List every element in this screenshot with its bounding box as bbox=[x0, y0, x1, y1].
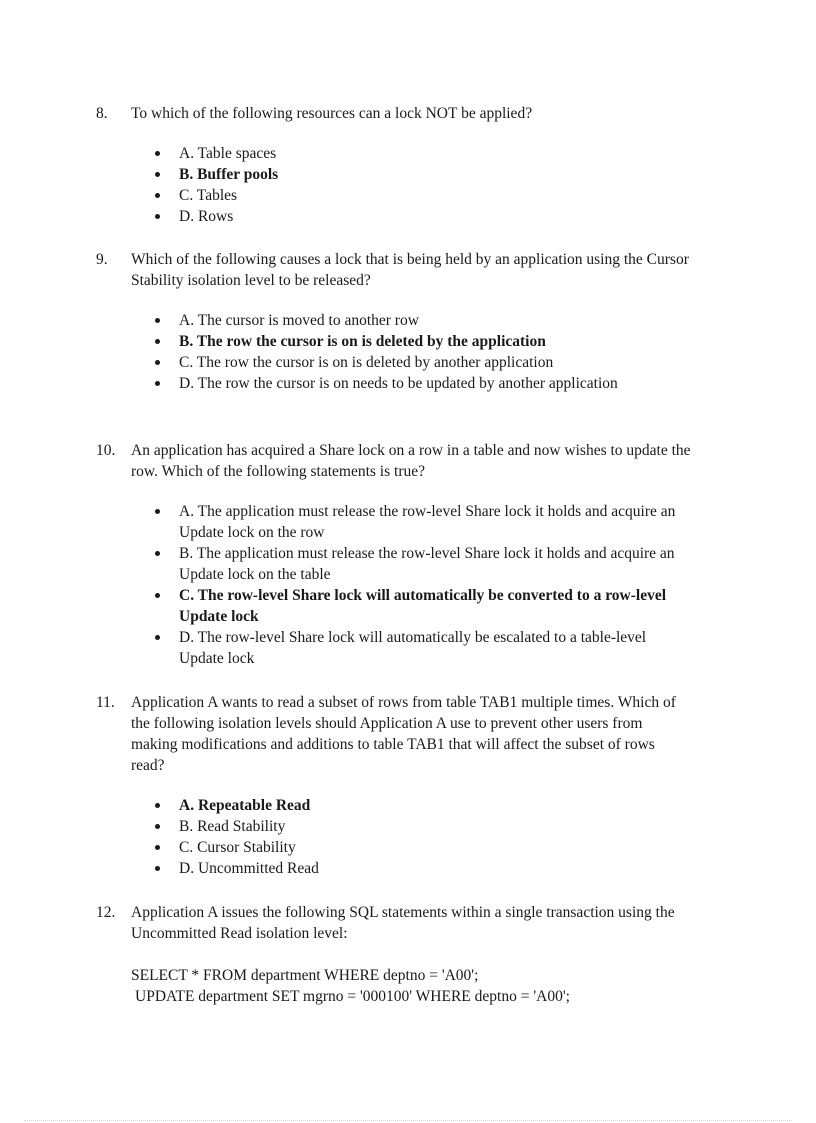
option-item-correct bbox=[96, 164, 679, 185]
bullet-icon bbox=[155, 509, 160, 514]
option-item bbox=[96, 543, 679, 585]
option-label: C. The row the cursor is on is deleted by another application bbox=[179, 354, 554, 371]
question-text: An application has acquired a Share lock on a row in a table and now wishes to update the row. Which of the following statements is true? bbox=[131, 442, 691, 480]
bullet-icon bbox=[155, 866, 160, 871]
option-label: C. Tables bbox=[179, 187, 238, 204]
bullet-icon bbox=[155, 803, 160, 808]
question-text: To which of the following resources can a lock NOT be applied? bbox=[131, 105, 533, 122]
option-item bbox=[96, 858, 679, 879]
option-label: A. The cursor is moved to another row bbox=[179, 312, 419, 329]
option-item bbox=[96, 816, 679, 837]
bullet-icon bbox=[155, 172, 160, 177]
question-text: Application A wants to read a subset of rows from table TAB1 multiple times. Which of the following isolation levels should Application A use to prevent other users from making modifications and additions to table TAB1 that will affect the subset of rows read? bbox=[131, 694, 676, 774]
option-label: A. Table spaces bbox=[179, 145, 277, 162]
option-label: B. Buffer pools bbox=[179, 166, 279, 183]
bullet-icon bbox=[155, 635, 160, 640]
option-item-correct bbox=[96, 331, 679, 352]
option-item bbox=[96, 143, 679, 164]
bullet-icon bbox=[155, 824, 160, 829]
option-list bbox=[96, 310, 696, 394]
option-label: B. The application must release the row-level Share lock it holds and acquire an Update lock on the table bbox=[179, 545, 675, 583]
question-9 bbox=[96, 249, 696, 394]
bullet-icon bbox=[155, 151, 160, 156]
option-item-correct bbox=[96, 795, 679, 816]
question-8 bbox=[96, 103, 696, 227]
bullet-icon bbox=[155, 318, 160, 323]
option-label: D. Rows bbox=[179, 208, 234, 225]
question-number: 12. bbox=[96, 904, 116, 921]
question-11 bbox=[96, 692, 696, 879]
option-item bbox=[96, 627, 679, 669]
bullet-icon bbox=[155, 360, 160, 365]
question-number: 9. bbox=[96, 251, 108, 268]
option-list bbox=[96, 501, 696, 669]
question-12 bbox=[96, 902, 696, 1007]
bullet-icon bbox=[155, 845, 160, 850]
bullet-icon bbox=[155, 339, 160, 344]
option-item bbox=[96, 837, 679, 858]
sql-line: SELECT * FROM department WHERE deptno = 'A00'; bbox=[131, 967, 479, 984]
option-item bbox=[96, 373, 679, 394]
option-label: D. Uncommitted Read bbox=[179, 860, 319, 877]
question-text: Which of the following causes a lock that is being held by an application using the Cursor Stability isolation level to be released? bbox=[131, 251, 689, 289]
page-bottom-divider bbox=[24, 1120, 792, 1121]
bullet-icon bbox=[155, 381, 160, 386]
bullet-icon bbox=[155, 551, 160, 556]
question-number: 10. bbox=[96, 442, 116, 459]
option-item bbox=[96, 185, 679, 206]
option-item bbox=[96, 206, 679, 227]
question-number: 8. bbox=[96, 105, 108, 122]
sql-code-block bbox=[131, 965, 691, 1007]
question-number: 11. bbox=[96, 694, 115, 711]
option-label: A. The application must release the row-level Share lock it holds and acquire an Update lock on the row bbox=[179, 503, 676, 541]
option-label: B. Read Stability bbox=[179, 818, 286, 835]
option-label: A. Repeatable Read bbox=[179, 797, 311, 814]
option-label: D. The row the cursor is on needs to be updated by another application bbox=[179, 375, 618, 392]
bullet-icon bbox=[155, 193, 160, 198]
option-item bbox=[96, 501, 679, 543]
option-label: D. The row-level Share lock will automatically be escalated to a table-level Update lock bbox=[179, 629, 647, 667]
option-label: C. Cursor Stability bbox=[179, 839, 296, 856]
option-item bbox=[96, 310, 679, 331]
option-label: B. The row the cursor is on is deleted by the application bbox=[179, 333, 546, 350]
question-10 bbox=[96, 440, 696, 669]
option-list bbox=[96, 143, 696, 227]
bullet-icon bbox=[155, 593, 160, 598]
question-text: Application A issues the following SQL statements within a single transaction using the Uncommitted Read isolation level: bbox=[131, 904, 675, 942]
option-list bbox=[96, 795, 696, 879]
sql-line: UPDATE department SET mgrno = '000100' WHERE deptno = 'A00'; bbox=[135, 988, 570, 1005]
option-item bbox=[96, 352, 679, 373]
bullet-icon bbox=[155, 214, 160, 219]
option-label: C. The row-level Share lock will automatically be converted to a row-level Update lock bbox=[179, 587, 667, 625]
option-item-correct bbox=[96, 585, 679, 627]
